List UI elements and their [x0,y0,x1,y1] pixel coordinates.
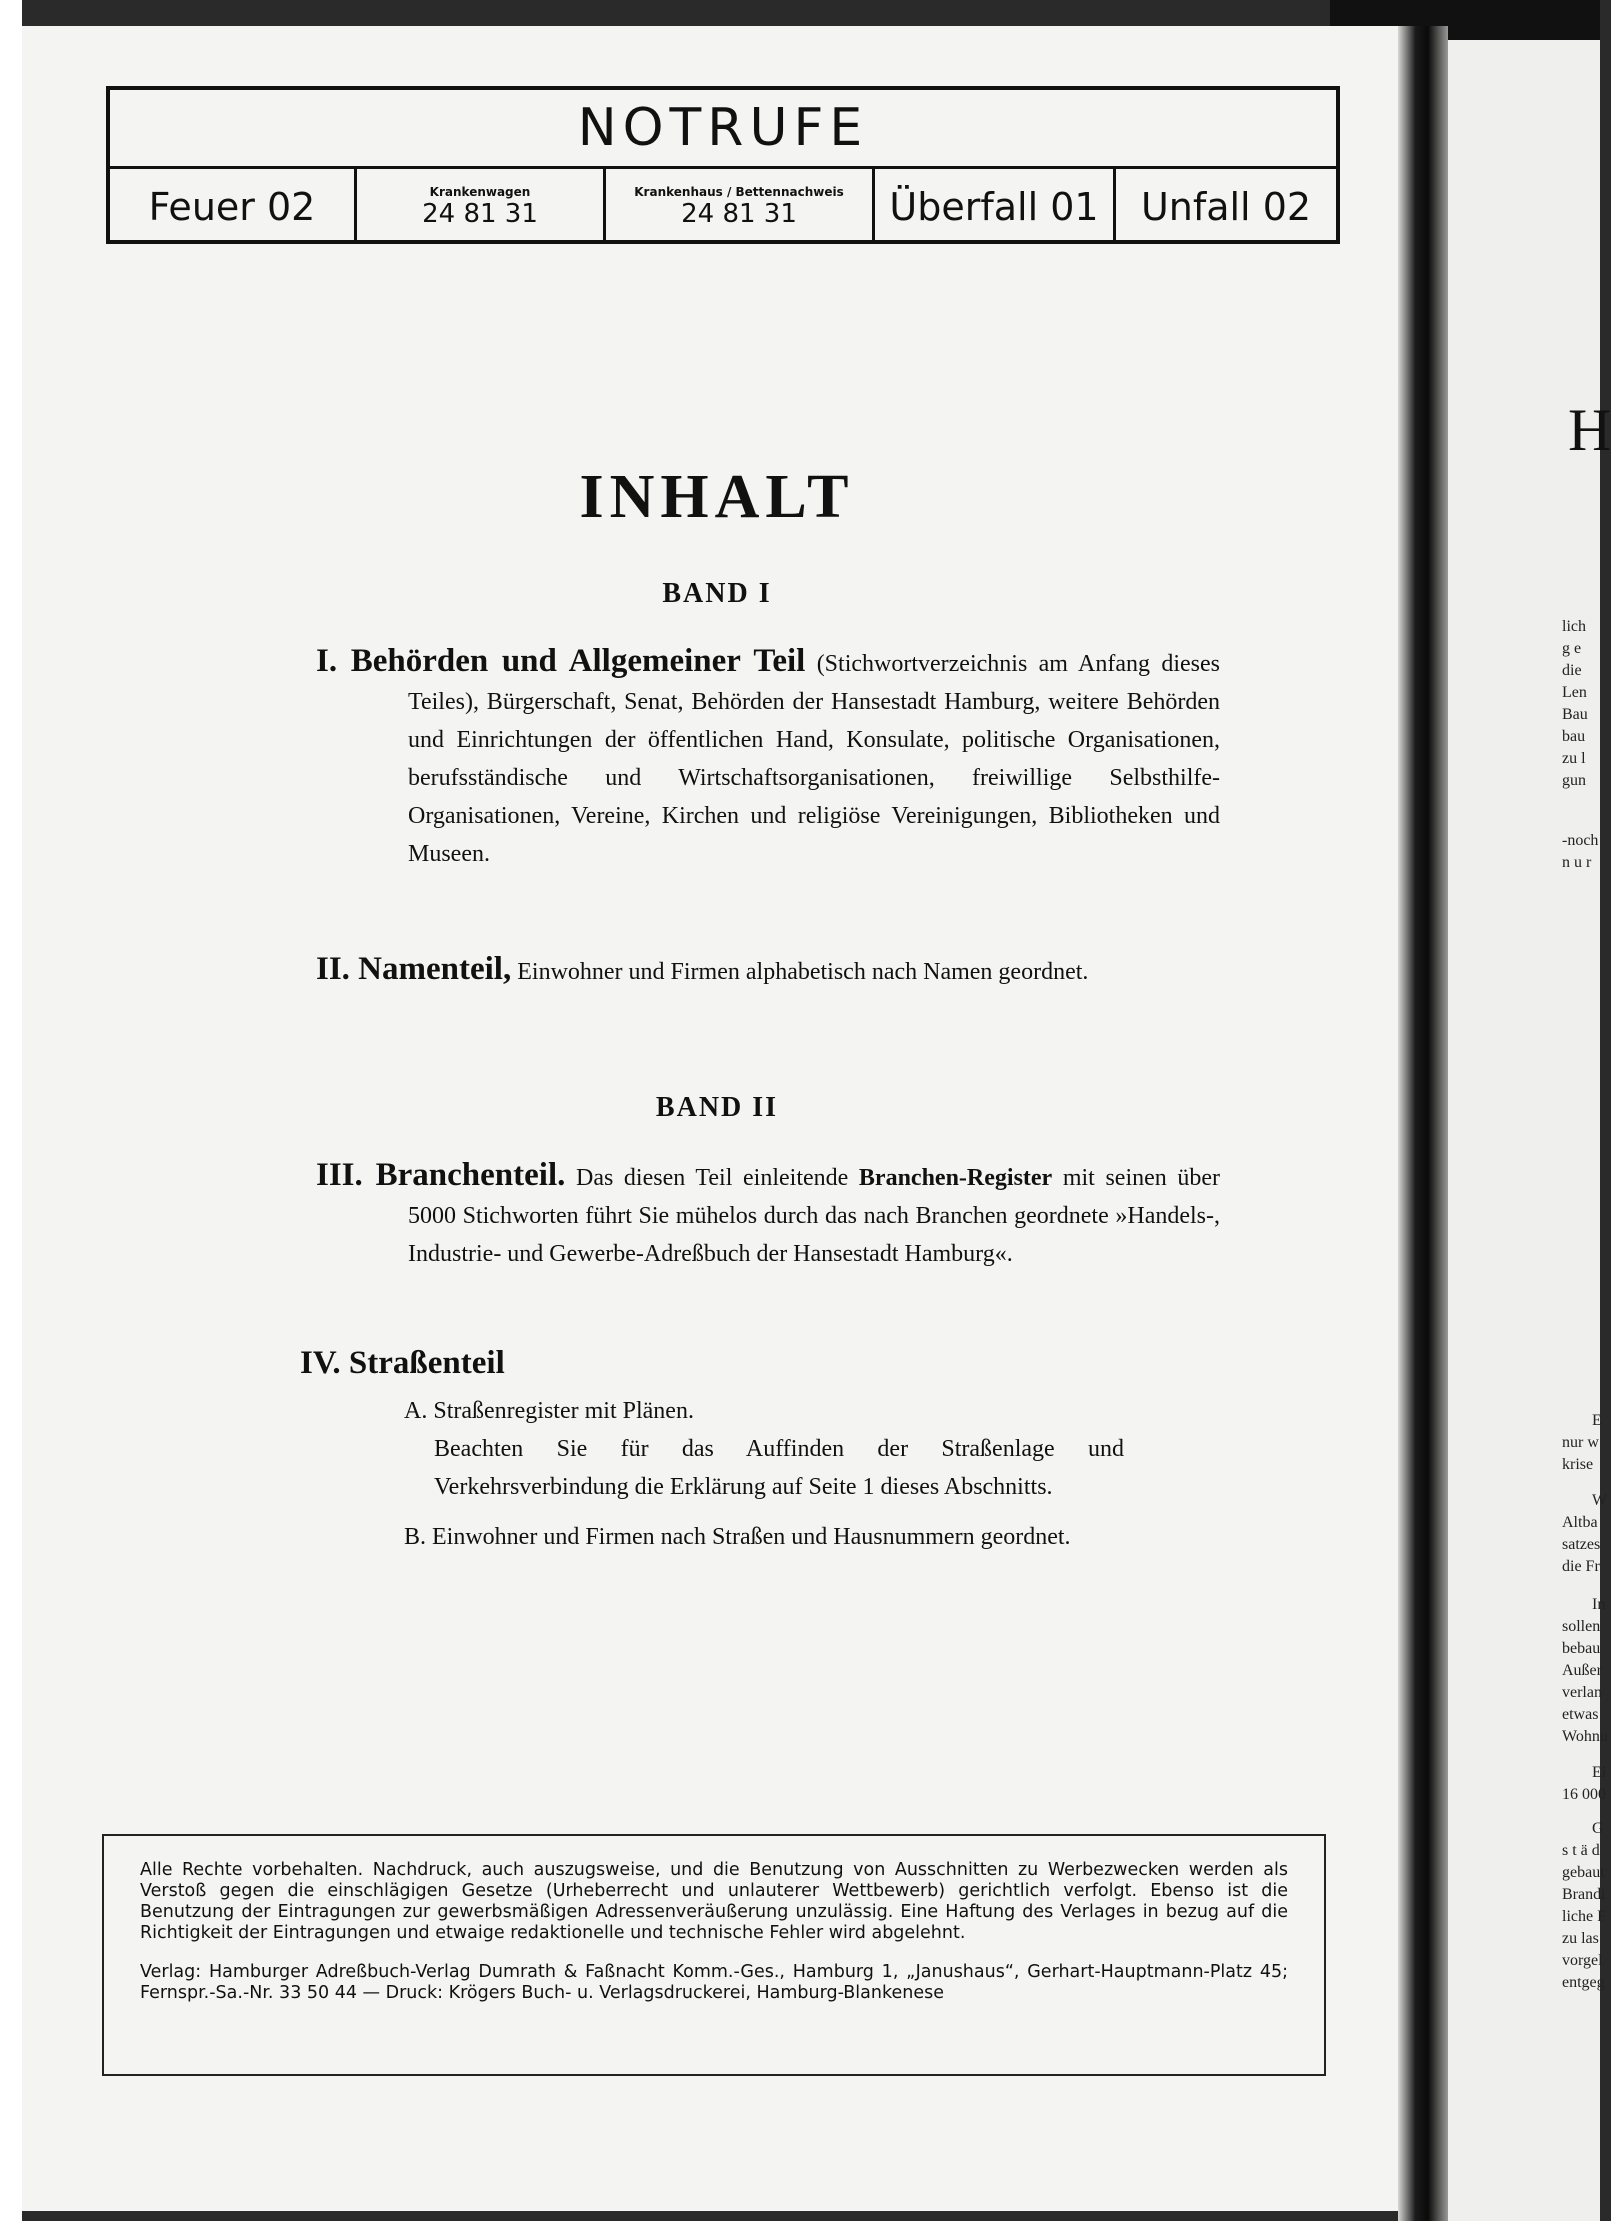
right-page-fragment: gun [1562,772,1586,789]
right-page-fragment: Außer [1562,1662,1602,1679]
entry-behoerden-text: (Stichwortverzeichnis am Anfang dieses Teiles), Bürgerschaft, Senat, Behörden der Hansestadt Hamburg, weitere Behörden und Einrichtungen der öffentlichen Hand, Konsulate, politische Organisationen, berufsständische und Wirtschaftsorganisationen, freiwillige Selbsthilfe-Organisationen, Vereine, Kirchen und religiöse Vereinigungen, Bibliotheken und Museen. [408,651,1220,867]
right-page-fragment: bau [1562,728,1586,745]
right-page-fragment: In [1592,1596,1606,1613]
entry-branchenteil [316,1156,1220,1273]
right-page-fragment: verlan [1562,1684,1602,1701]
right-page-fragment: W [1592,1492,1608,1509]
right-page-fragment: G [1592,1820,1604,1837]
right-page-fragment: Altba [1562,1514,1598,1531]
band-2-heading: BAND II [655,1092,779,1123]
right-page-fragment: zu las [1562,1930,1599,1947]
right-page-fragment: Brandi [1562,1886,1606,1903]
entry-strassenteil [300,1344,1112,1385]
right-page-fragment: satzes [1562,1536,1601,1553]
right-page-fragment: bebau [1562,1640,1601,1657]
right-page-fragment: s t ä d [1562,1842,1600,1859]
notrufe-krankenwagen-label: Krankenwagen [429,184,531,199]
notrufe-row [110,169,1336,244]
entry-branchenteil-text-after: mit seinen über 5000 Stichworten führt Sie mühelos durch das nach Branchen geordnete »Handels-, Industrie- und Gewerbe-Adreßbuch der Hansestadt Hamburg«. [408,1165,1221,1267]
right-page-fragment: nur w [1562,1434,1599,1451]
right-page-fragment: lich [1562,618,1586,635]
sub-b-text: Einwohner und Firmen nach Straßen und Hausnummern geordnet. [432,1524,1071,1550]
right-page-fragment: die Fr [1562,1558,1600,1575]
right-page-fragment: E [1592,1412,1602,1429]
right-page-fragment: g e [1562,640,1582,657]
notrufe-cell-ueberfall [875,169,1116,244]
right-page-fragment: sollen [1562,1618,1601,1635]
band-1-heading: BAND I [662,578,772,609]
notrufe-cell-feuer [110,169,357,244]
notrufe-cell-unfall [1116,169,1336,244]
right-page-fragment: entgeg [1562,1974,1605,1991]
notrufe-ueberfall: Überfall 01 [889,184,1099,229]
right-page-fragment: liche F [1562,1908,1606,1925]
rights-box [102,1834,1326,2076]
right-page-fragment: krise [1562,1456,1594,1473]
rights-notice: Alle Rechte vorbehalten. Nachdruck, auch auszugsweise, und die Benutzung von Ausschnitten zu Werbezwecken werden als Verstoß gegen die einschlägigen Gesetze (Urheberrecht und unlauterer Wettbewerb) gerichtlich verfolgt. Ebenso ist die Benutzung der Eintragungen zur gewerbsmäßigen Adressenveräußerung unzulässig. Eine Haftung des Verlages in bezug auf die Richtigkeit der Eintragungen und etwaige redaktionelle und technische Fehler wird abgelehnt. [140,1860,1288,1943]
right-page-fragment: gebaut [1562,1864,1605,1881]
publisher-info: Verlag: Hamburger Adreßbuch-Verlag Dumrath & Faßnacht Komm.-Ges., Hamburg 1, „Janushaus“, Gerhart-Hauptmann-Platz 45; Fernspr.-Sa.-Nr. 33 50 44 — Druck: Krögers Buch- u. Verlagsdruckerei, Hamburg-Blankenese [140,1962,1288,2003]
notrufe-krankenhaus-label: Krankenhaus / Bettennachweis [634,184,844,199]
notrufe-feuer: Feuer 02 [148,184,316,229]
entry-behoerden-lead: I. Behörden und Allgemeiner Teil [316,643,806,679]
sub-a-note: Beachten Sie für das Auffinden der Straßenlage und Verkehrsverbindung die Erklärung auf Seite 1 dieses Abschnitts. [434,1436,1124,1500]
right-page-fragment: Bau [1562,706,1588,723]
notrufe-cell-krankenwagen [357,169,606,244]
entry-strassenteil-sub-a [404,1392,1124,1506]
entry-branchenteil-lead: III. Branchenteil. [316,1157,566,1193]
entry-branchenteil-text-before: Das diesen Teil einleitende [576,1165,849,1191]
right-page-fragment: zu l [1562,750,1586,767]
entry-strassenteil-lead: IV. Straßenteil [300,1345,505,1381]
right-page-fragment: die [1562,662,1582,679]
entry-namenteil [316,950,1220,991]
right-page-fragment: Ei [1592,1764,1607,1781]
right-page-fragment: n u r [1562,854,1592,871]
page-title: INHALT [579,463,855,531]
notrufe-unfall: Unfall 02 [1140,184,1312,229]
notrufe-box [106,86,1340,244]
right-page-fragment: Wohnu [1562,1728,1608,1745]
entry-namenteil-text: Einwohner und Firmen alphabetisch nach Namen geordnet. [517,959,1089,985]
right-page-fragment: 16 000 [1562,1786,1606,1803]
entry-namenteil-lead: II. Namenteil, [316,951,512,987]
right-page-fragment: -noch [1562,832,1599,849]
sub-b-label: B. [404,1524,427,1550]
notrufe-title: NOTRUFE [110,90,1336,169]
right-page-fragment: Len [1562,684,1587,701]
entry-branchenteil-register: Branchen-Register [858,1165,1053,1191]
entry-behoerden [316,642,1220,873]
right-page-big-letter: H [1568,397,1611,463]
right-page-fragment: vorgel [1562,1952,1603,1969]
right-page-fragment: etwas [1562,1706,1599,1723]
sub-a-text: Straßenregister mit Plänen. [433,1398,694,1424]
sub-a-label: A. [404,1398,428,1424]
entry-strassenteil-sub-b [404,1518,1154,1556]
notrufe-krankenhaus-number: 24 81 31 [681,198,797,229]
notrufe-cell-krankenhaus [606,169,875,244]
notrufe-krankenwagen-number: 24 81 31 [422,198,538,229]
